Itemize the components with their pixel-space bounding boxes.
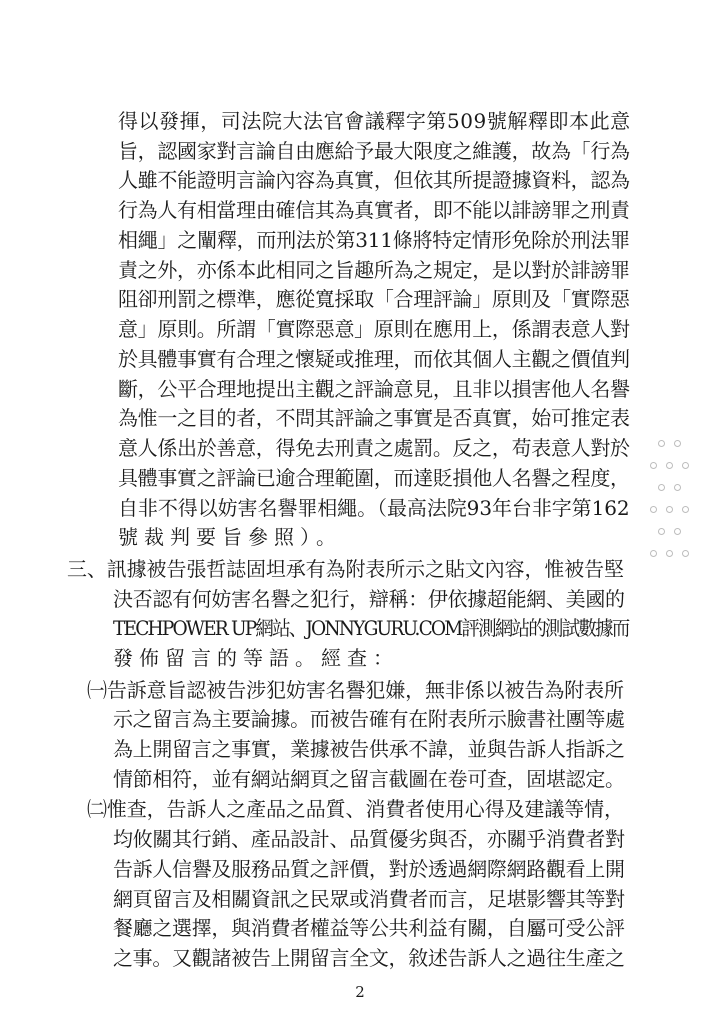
body-text-line: 旨，認國家對言論自由應給予最大限度之維護，故為「行為 [118, 138, 630, 163]
body-text-line: 自非不得以妨害名譽罪相繩。（最高法院93年台非字第162 [118, 495, 630, 520]
body-text-line: 發佈留言的等語。經查： [113, 645, 399, 670]
body-text-line: 均攸關其行銷、產品設計、品質優劣與否，亦關乎消費者對 [113, 827, 625, 852]
section-three-heading-line: 三、訊據被告張哲誌固坦承有為附表所示之貼文內容，惟被告堅 [67, 556, 624, 581]
body-text-line: 相繩」之闡釋，而刑法於第311條將特定情形免除於刑法罪 [118, 227, 630, 252]
body-text-line: 示之留言為主要論據。而被告確有在附表所示臉書社團等處 [113, 707, 625, 732]
body-text-line: 斷，公平合理地提出主觀之評論意見，且非以損害他人名譽 [118, 376, 630, 401]
body-text-line: TECHPOWER UP網站、JONNYGURU.COM評測網站的測試數據而 [113, 616, 629, 641]
page-number: 2 [355, 983, 365, 1001]
body-text-line: 於具體事實有合理之懷疑或推理，而依其個人主觀之價值判 [118, 346, 630, 371]
body-text-line: 為上開留言之事實，業據被告供承不諱，並與告訴人指訴之 [113, 736, 625, 761]
body-text-line: 意人係出於善意，得免去刑責之處罰。反之，苟表意人對於 [118, 436, 630, 461]
body-text-line: 行為人有相當理由確信其為真實者，即不能以誹謗罪之刑責 [118, 198, 630, 223]
body-text-line: 意」原則。所謂「實際惡意」原則在應用上，係謂表意人對 [118, 317, 630, 342]
body-text-line: 具體事實之評論已逾合理範圍，而達貶損他人名譽之程度， [118, 465, 630, 490]
body-text-line: 責之外，亦係本此相同之旨趣所為之規定，是以對於誹謗罪 [118, 257, 630, 282]
body-text-line: 阻卻刑罰之標準，應從寬採取「合理評論」原則及「實際惡 [118, 287, 630, 312]
body-text-line: 之事。又觀諸被告上開留言全文，敘述告訴人之過往生產之 [113, 946, 625, 970]
body-text-line: 告訴人信譽及服務品質之評價，對於透過網際網路觀看上開 [113, 856, 625, 881]
body-text-line: 為惟一之目的者，不問其評論之事實是否真實，始可推定表 [118, 406, 630, 431]
body-text-line: 號裁判要旨參照）。 [118, 525, 342, 550]
body-text-line: 網頁留言及相關資訊之民眾或消費者而言，足堪影響其等對 [113, 886, 625, 911]
subsection-one-line: ㈠告訴意旨認被告涉犯妨害名譽犯嫌，無非係以被告為附表所 [87, 677, 624, 702]
body-text-line: 餐廳之選擇，與消費者權益等公共利益有關，自屬可受公評 [113, 916, 625, 941]
body-text-line: 決否認有何妨害名譽之犯行，辯稱：伊依據超能網、美國的 [113, 586, 625, 611]
body-text-line: 情節相符，並有網站網頁之留言截圖在卷可查，固堪認定。 [113, 766, 625, 791]
subsection-two-line: ㈡惟查，告訴人之產品之品質、消費者使用心得及建議等情， [87, 797, 624, 822]
body-text-line: 人雖不能證明言論內容為真實，但依其所提證據資料，認為 [118, 168, 630, 193]
body-text-line: 得以發揮，司法院大法官會議釋字第509號解釋即本此意 [118, 109, 631, 133]
